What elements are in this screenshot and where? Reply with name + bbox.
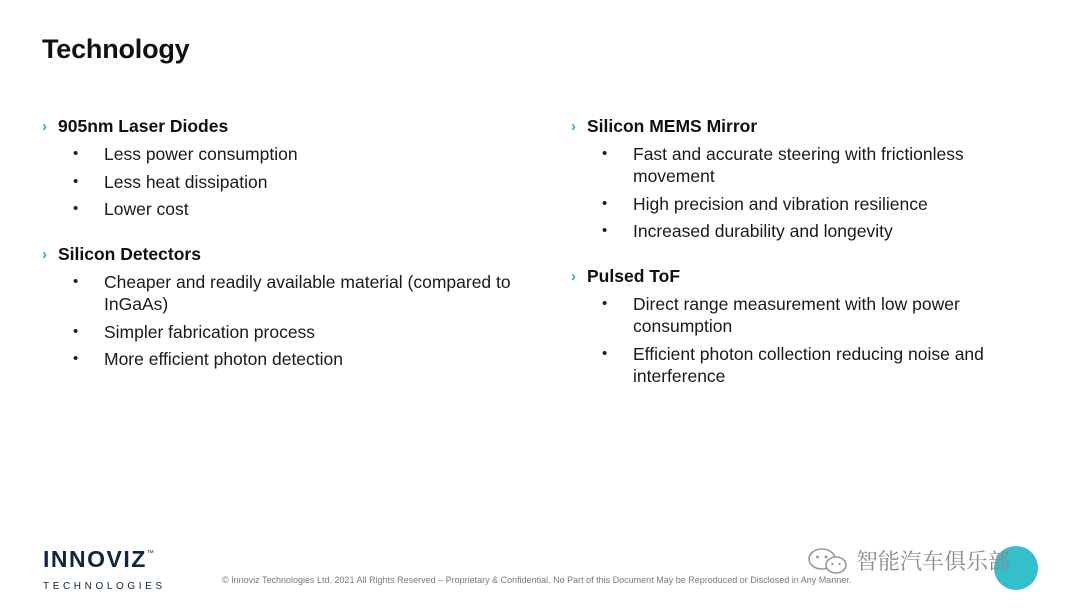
chevron-right-icon: › — [42, 246, 47, 263]
logo-name: INNOVIZ — [43, 546, 147, 572]
bullet-list — [42, 143, 532, 220]
watermark-text: 智能汽车俱乐部 — [856, 549, 1011, 574]
bullet-dot-icon: • — [73, 350, 79, 367]
section-silicon-detectors — [42, 242, 532, 370]
bullet-list — [571, 293, 1031, 387]
list-item: • Simpler fabrication process — [42, 321, 532, 343]
chevron-right-icon: › — [571, 268, 576, 285]
list-item: • Less heat dissipation — [42, 171, 532, 193]
section-laser-diodes — [42, 114, 532, 220]
logo-subtitle: TECHNOLOGIES — [43, 581, 166, 592]
bullet-dot-icon: • — [602, 295, 608, 312]
chevron-right-icon: › — [571, 118, 576, 135]
list-item: • Less power consumption — [42, 143, 532, 165]
section-heading: Silicon Detectors — [58, 244, 201, 264]
section-heading: Silicon MEMS Mirror — [587, 116, 758, 136]
list-item: • More efficient photon detection — [42, 348, 532, 370]
watermark — [806, 545, 1010, 576]
bullet-list — [571, 143, 1031, 242]
bullet-dot-icon: • — [73, 145, 79, 162]
list-item: • Cheaper and readily available material (compared to InGaAs) — [42, 271, 532, 315]
list-item: • Lower cost — [42, 198, 532, 220]
list-item: • Efficient photon collection reducing noise and interference — [571, 343, 1031, 387]
section-heading: 905nm Laser Diodes — [58, 116, 229, 136]
bullet-dot-icon: • — [602, 145, 608, 162]
page-title: Technology — [42, 34, 190, 64]
logo-trademark: ™ — [146, 550, 156, 557]
bullet-list — [42, 271, 532, 370]
bullet-dot-icon: • — [73, 200, 79, 217]
list-item: • Fast and accurate steering with frictionless movement — [571, 143, 1031, 187]
left-column — [42, 114, 532, 392]
chevron-right-icon: › — [42, 118, 47, 135]
bullet-dot-icon: • — [73, 172, 79, 190]
wechat-icon — [806, 546, 850, 576]
bullet-dot-icon: • — [73, 273, 79, 290]
section-heading: Pulsed ToF — [587, 266, 681, 286]
bullet-dot-icon: • — [73, 322, 79, 340]
list-item: • Increased durability and longevity — [571, 220, 1031, 242]
bullet-dot-icon: • — [602, 344, 608, 362]
company-logo — [43, 546, 166, 593]
bullet-dot-icon: • — [602, 222, 608, 239]
footer-copyright: © Innoviz Technologies Ltd. 2021 All Rights Reserved – Proprietary & Confidential. No Part of this Document May be Reproduced or Disclosed in Any Manner. — [222, 575, 852, 585]
right-column — [571, 114, 1031, 409]
list-item: • High precision and vibration resilience — [571, 193, 1031, 215]
bullet-dot-icon: • — [602, 194, 608, 212]
section-pulsed-tof — [571, 264, 1031, 387]
list-item: • Direct range measurement with low power consumption — [571, 293, 1031, 337]
section-mems-mirror — [571, 114, 1031, 242]
